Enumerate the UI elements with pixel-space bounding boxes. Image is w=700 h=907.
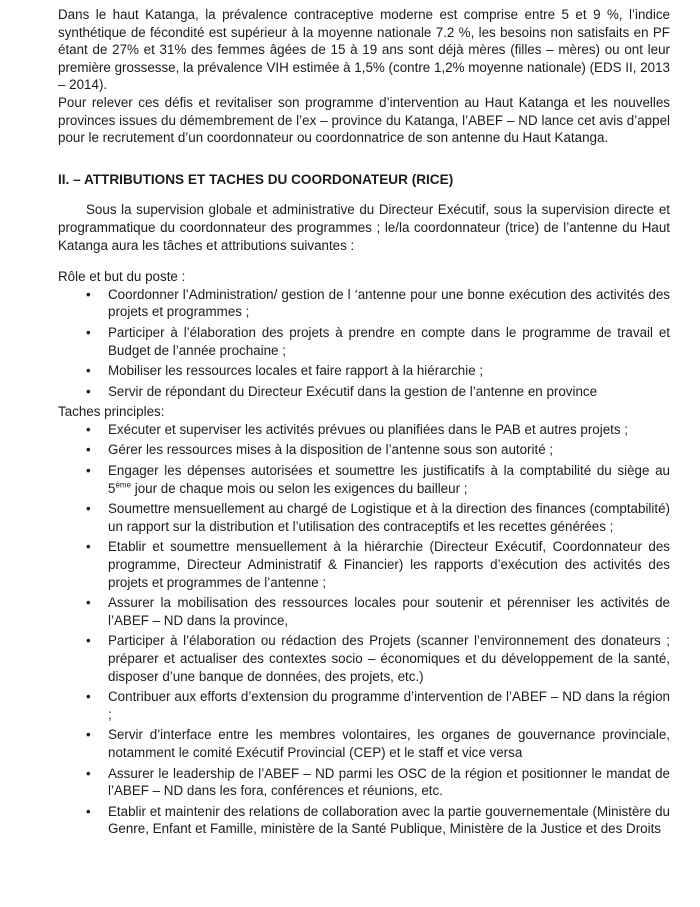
role-list xyxy=(58,286,670,401)
bullet-icon: • xyxy=(86,324,91,340)
list-item: • Etablir et soumettre mensuellement à la hiérarchie (Directeur Exécutif, Coordonnateur des programme, Directeur Administratif & Financier) les rapports d’exécution des activités des projets et programmes de l’antenne ; xyxy=(86,539,670,590)
list-item: • Servir d’interface entre les membres volontaires, les organes de gouvernance provinciale, notamment le comité Exécutif Provincial (CEP) et le staff et vice versa xyxy=(86,727,670,760)
bullet-icon: • xyxy=(86,633,91,649)
section-lead-paragraph: Sous la supervision globale et administrative du Directeur Exécutif, sous la supervision directe et programmatique du coordonnateur des programmes ; le/la coordonnateur (trice) de l’antenne du Haut Katanga aura les tâches et attributions suivantes : xyxy=(58,202,670,253)
bullet-icon: • xyxy=(86,727,91,743)
bullet-icon: • xyxy=(86,286,91,302)
list-item: • Participer à l’élaboration ou rédaction des Projets (scanner l’environnement des donateurs ; préparer et actualiser des contextes socio – économiques et du développement de la santé, disposer d’une banque de données, des projets, etc.) xyxy=(86,633,670,684)
intro-paragraph-2: Pour relever ces défis et revitaliser son programme d’intervention au Haut Katanga et les nouvelles provinces issues du démembrement de l’ex – province du Katanga, l’ABEF – ND lance cet avis d’appel pour le recrutement d’un coordonnateur ou coordonnatrice de son antenne du Haut Katanga. xyxy=(58,94,670,146)
list-item: • Engager les dépenses autorisées et soumettre les justificatifs à la comptabilité du siège au 5ème jour de chaque mois ou selon les exigences du bailleur ; xyxy=(86,463,670,496)
section-heading: II. – ATTRIBUTIONS ET TACHES DU COORDONATEUR (RICE) xyxy=(58,171,454,187)
list-item: • Etablir et maintenir des relations de collaboration avec la partie gouvernementale (Ministère du Genre, Enfant et Famille, ministère de la Santé Publique, Ministère de la Justice et des Droits xyxy=(86,803,670,837)
role-label: Rôle et but du poste : xyxy=(58,269,186,285)
intro-paragraph-1: Dans le haut Katanga, la prévalence contraceptive moderne est comprise entre 5 et 9 %, l’indice synthétique de fécondité est supérieur à la moyenne nationale 7.2 %, les besoins non satisfaits en PF étant de 27% et 31% des femmes âgées de 15 à 19 ans sont déjà mères (filles – mères) ou ont leur première grossesse, la prévalence VIH estimée à 1,5% (contre 1,2% moyenne nationale) (EDS II, 2013 – 2014). xyxy=(58,7,670,93)
bullet-icon: • xyxy=(86,595,91,611)
bullet-icon: • xyxy=(86,421,91,437)
document-page xyxy=(58,6,670,841)
bullet-icon: • xyxy=(86,689,91,705)
list-item: • Assurer la mobilisation des ressources locales pour soutenir et pérenniser les activités de l’ABEF – ND dans la province, xyxy=(86,595,670,628)
bullet-icon: • xyxy=(86,501,91,517)
list-item: • Coordonner l’Administration/ gestion de l ‘antenne pour une bonne exécution des activités des projets et programmes ; xyxy=(86,286,670,320)
bullet-icon: • xyxy=(86,803,91,819)
list-item: • Contribuer aux efforts d’extension du programme d’intervention de l’ABEF – ND dans la région ; xyxy=(86,689,670,722)
list-item: • Soumettre mensuellement au chargé de Logistique et à la direction des finances (comptabilité) un rapport sur la distribution et l’utilisation des contraceptifs et les recettes générées ; xyxy=(86,501,670,534)
tasks-label: Taches principles: xyxy=(58,404,165,420)
list-item: • Servir de répondant du Directeur Exécutif dans la gestion de l’antenne en province xyxy=(86,383,598,399)
superscript: ème xyxy=(115,480,132,490)
bullet-icon: • xyxy=(86,363,91,379)
list-item: • Assurer le leadership de l’ABEF – ND parmi les OSC de la région et positionner le mandat de l’ABEF – ND dans les fora, conférences et réunions, etc. xyxy=(86,765,670,799)
bullet-icon: • xyxy=(86,765,91,781)
list-item: • Participer à l’élaboration des projets à prendre en compte dans le programme de travail et Budget de l’année prochaine ; xyxy=(86,324,670,358)
bullet-icon: • xyxy=(86,383,91,399)
bullet-icon: • xyxy=(86,442,91,458)
bullet-icon: • xyxy=(86,463,91,479)
tasks-list xyxy=(58,421,670,838)
list-item: • Mobiliser les ressources locales et faire rapport à la hiérarchie ; xyxy=(86,363,484,379)
list-item: • Exécuter et superviser les activités prévues ou planifiées dans le PAB et autres projets ; xyxy=(86,421,629,437)
list-item: • Gérer les ressources mises à la disposition de l’antenne sous son autorité ; xyxy=(86,442,554,458)
bullet-icon: • xyxy=(86,539,91,555)
